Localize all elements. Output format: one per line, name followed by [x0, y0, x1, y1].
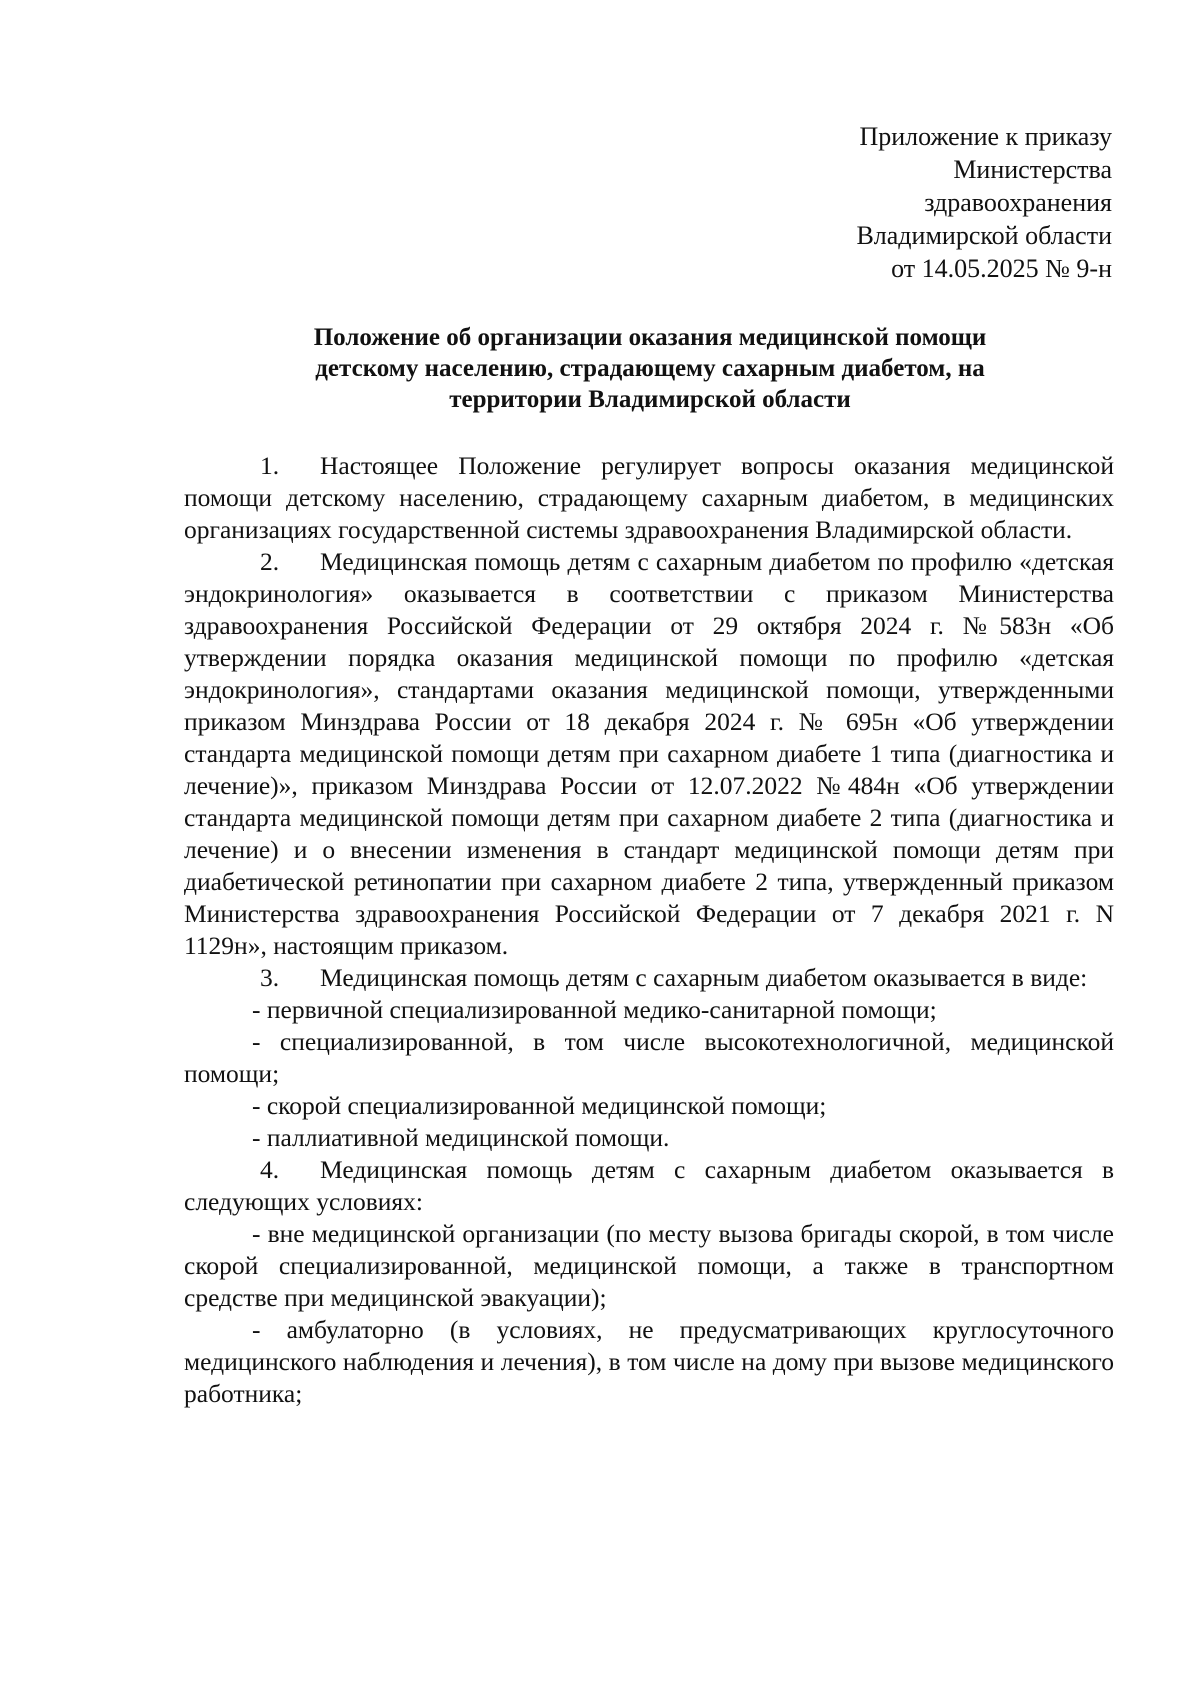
- appendix-line: здравоохранения: [924, 188, 1112, 217]
- appendix-line: Приложение к приказу: [859, 122, 1112, 151]
- list-item: - амбулаторно (в условиях, не предусматривающих круглосуточного медицинского наблюдения и лечения), в том числе на дому при вызове медицинского работника;: [184, 1315, 1114, 1408]
- list-item: - вне медицинской организации (по месту вызова бригады скорой, в том числе скорой специализированной, медицинской помощи, а также в транспортном средстве при медицинской эвакуации);: [184, 1219, 1114, 1312]
- list-item: - паллиативной медицинской помощи.: [252, 1123, 670, 1152]
- paragraph-text: Медицинская помощь детям с сахарным диабетом по профилю «детская эндокринология» оказывается в соответствии с приказом Министерства здравоохранения Российской Федерации от 29 октября 2024 г. №583н «Об утверждении порядка оказания медицинской помощи по профилю «детская эндокринология», стандартами оказания медицинской помощи, утвержденными приказом Минздрава России от 18 декабря 2024 г. № 695н «Об утверждении стандарта медицинской помощи детям при сахарном диабете 1 типа (диагностика и лечение)», приказом Минздрава России от 12.07.2022 №484н «Об утверждении стандарта медицинской помощи детям при сахарном диабете 2 типа (диагностика и лечение) и о внесении изменения в стандарт медицинской помощи детям при диабетической ретинопатии при сахарном диабете 2 типа, утвержденный приказом Министерства здравоохранения Российской Федерации от 7 декабря 2021 г. N 1129н», настоящим приказом.: [184, 547, 1114, 960]
- appendix-line: от 14.05.2025 № 9-н: [891, 254, 1112, 283]
- paragraph-1: [184, 450, 1114, 546]
- title-line: детскому населению, страдающему сахарным диабетом, на: [315, 355, 985, 382]
- document-title: [220, 322, 1080, 415]
- paragraph-2: [184, 546, 1114, 962]
- paragraph-3: [184, 962, 1114, 994]
- paragraph-text: Настоящее Положение регулирует вопросы оказания медицинской помощи детскому населению, страдающему сахарным диабетом, в медицинских организациях государственной системы здравоохранения Владимирской области.: [184, 451, 1114, 544]
- paragraph-text: Медицинская помощь детям с сахарным диабетом оказывается в следующих условиях:: [184, 1155, 1114, 1216]
- appendix-line: Владимирской области: [856, 221, 1112, 250]
- paragraph-text: Медицинская помощь детям с сахарным диабетом оказывается в виде:: [320, 963, 1088, 992]
- list-item: - скорой специализированной медицинской помощи;: [252, 1091, 827, 1120]
- appendix-header: [856, 120, 1112, 285]
- title-line: территории Владимирской области: [449, 386, 851, 413]
- paragraph-4: [184, 1154, 1114, 1218]
- list-item: - первичной специализированной медико-санитарной помощи;: [252, 995, 937, 1024]
- paragraph-number: 4.: [260, 1155, 280, 1184]
- appendix-line: Министерства: [953, 155, 1112, 184]
- document-body: [184, 450, 1114, 1410]
- title-line: Положение об организации оказания медицинской помощи: [313, 324, 987, 351]
- paragraph-number: 3.: [260, 963, 280, 992]
- paragraph-number: 1.: [260, 451, 280, 480]
- paragraph-number: 2.: [260, 547, 280, 576]
- list-item: - специализированной, в том числе высокотехнологичной, медицинской помощи;: [184, 1027, 1114, 1088]
